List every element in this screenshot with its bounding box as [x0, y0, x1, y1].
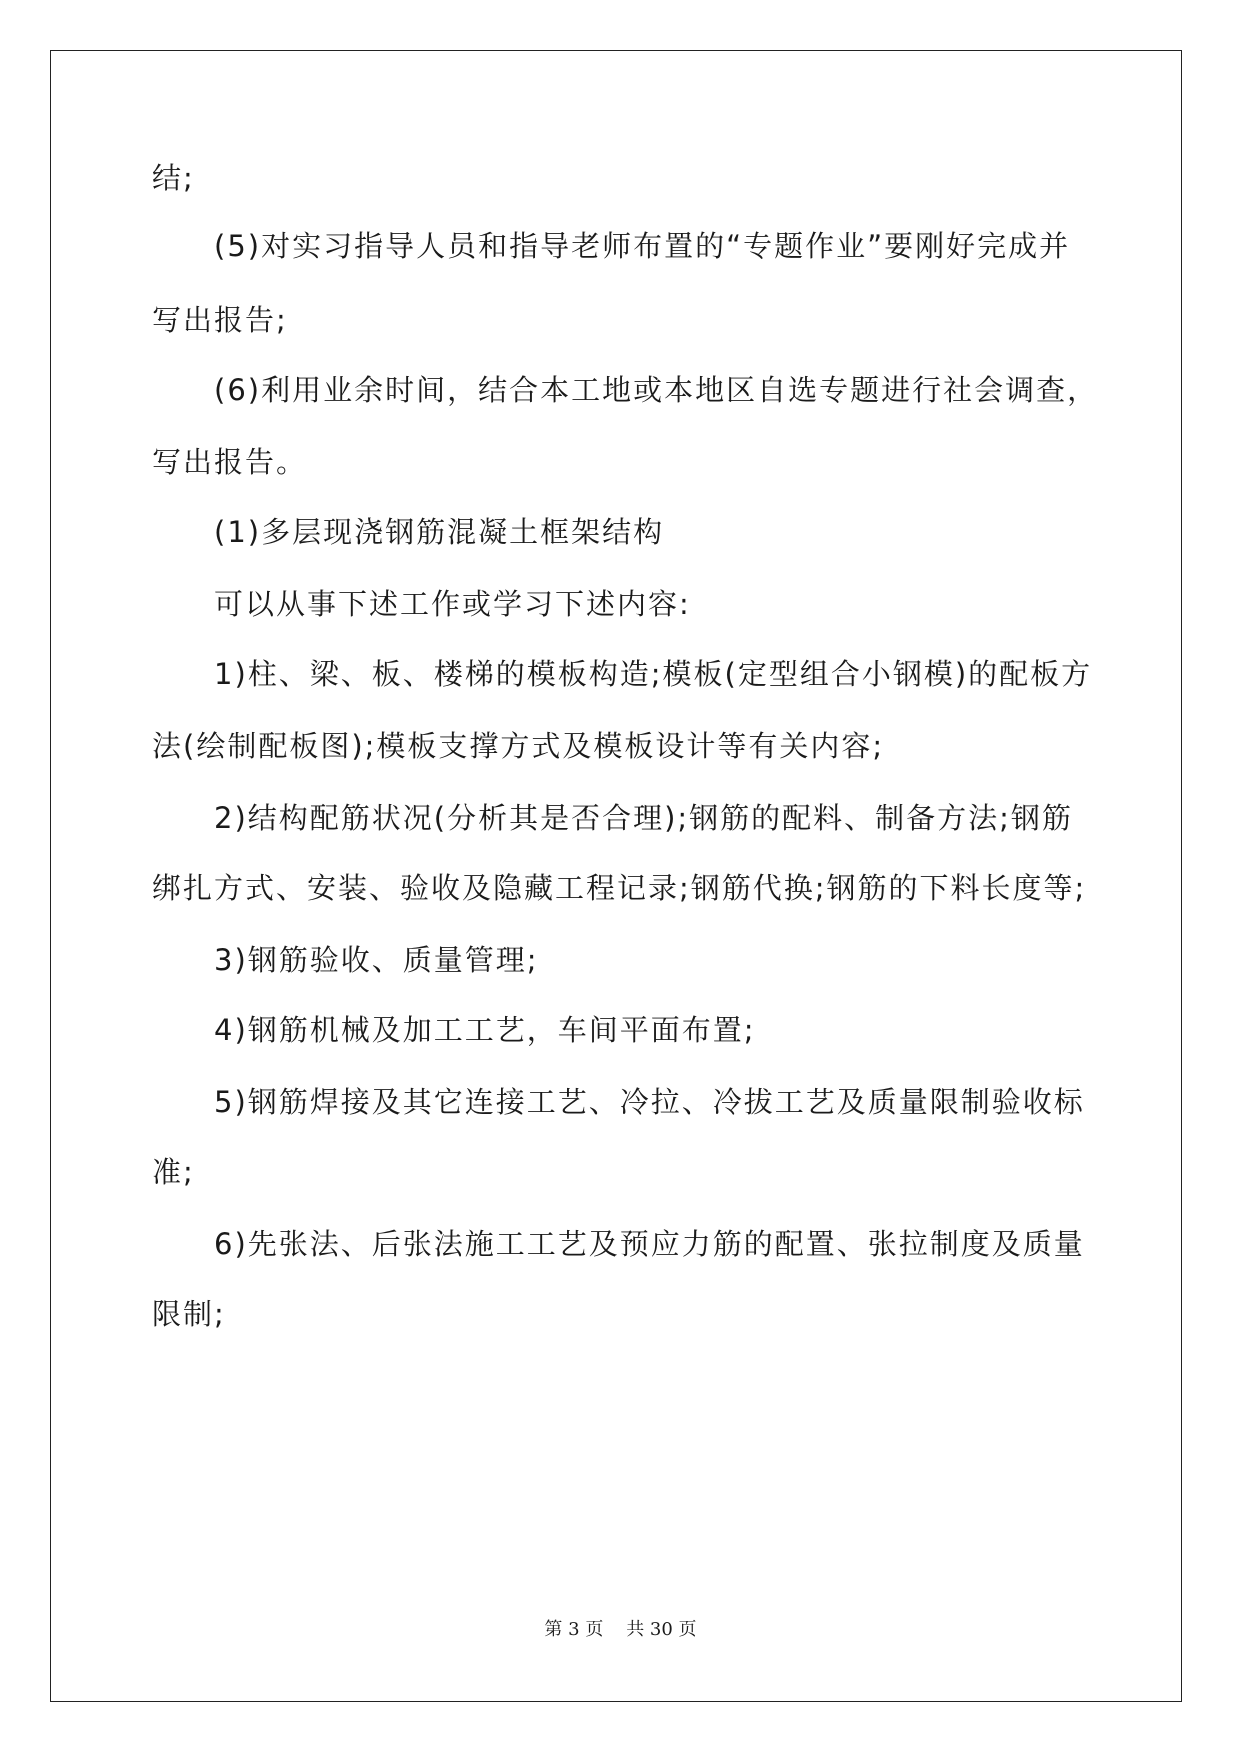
text-line: 6)先张法、后张法施工工艺及预应力筋的配置、张拉制度及质量 [214, 1227, 1085, 1261]
text-line: 5)钢筋焊接及其它连接工艺、冷拉、冷拔工艺及质量限制验收标 [214, 1085, 1085, 1119]
text-line: 1)柱、梁、板、楼梯的模板构造;模板(定型组合小钢模)的配板方 [214, 657, 1093, 691]
text-line: 限制; [152, 1297, 226, 1331]
text-line: 准; [152, 1155, 195, 1189]
text-line: 写出报告; [152, 303, 288, 337]
text-line: 可以从事下述工作或学习下述内容: [214, 587, 691, 621]
text-line: 法(绘制配板图);模板支撑方式及模板设计等有关内容; [152, 729, 885, 763]
text-line: 绑扎方式、安装、验收及隐藏工程记录;钢筋代换;钢筋的下料长度等; [152, 871, 1087, 905]
text-line: (5)对实习指导人员和指导老师布置的“专题作业”要刚好完成并 [214, 229, 1071, 263]
text-line: (6)利用业余时间，结合本工地或本地区自选专题进行社会调查， [214, 373, 1099, 407]
text-line: 3)钢筋验收、质量管理; [214, 943, 539, 977]
page-number: 第 3 页 共 30 页 [544, 1619, 697, 1640]
page-footer [0, 1618, 1241, 1642]
text-line: (1)多层现浇钢筋混凝土框架结构 [214, 515, 665, 549]
text-line: 结; [152, 161, 195, 195]
text-line: 4)钢筋机械及加工工艺，车间平面布置; [214, 1013, 756, 1047]
text-line: 2)结构配筋状况(分析其是否合理);钢筋的配料、制备方法;钢筋 [214, 801, 1073, 835]
text-line: 写出报告。 [152, 445, 308, 479]
